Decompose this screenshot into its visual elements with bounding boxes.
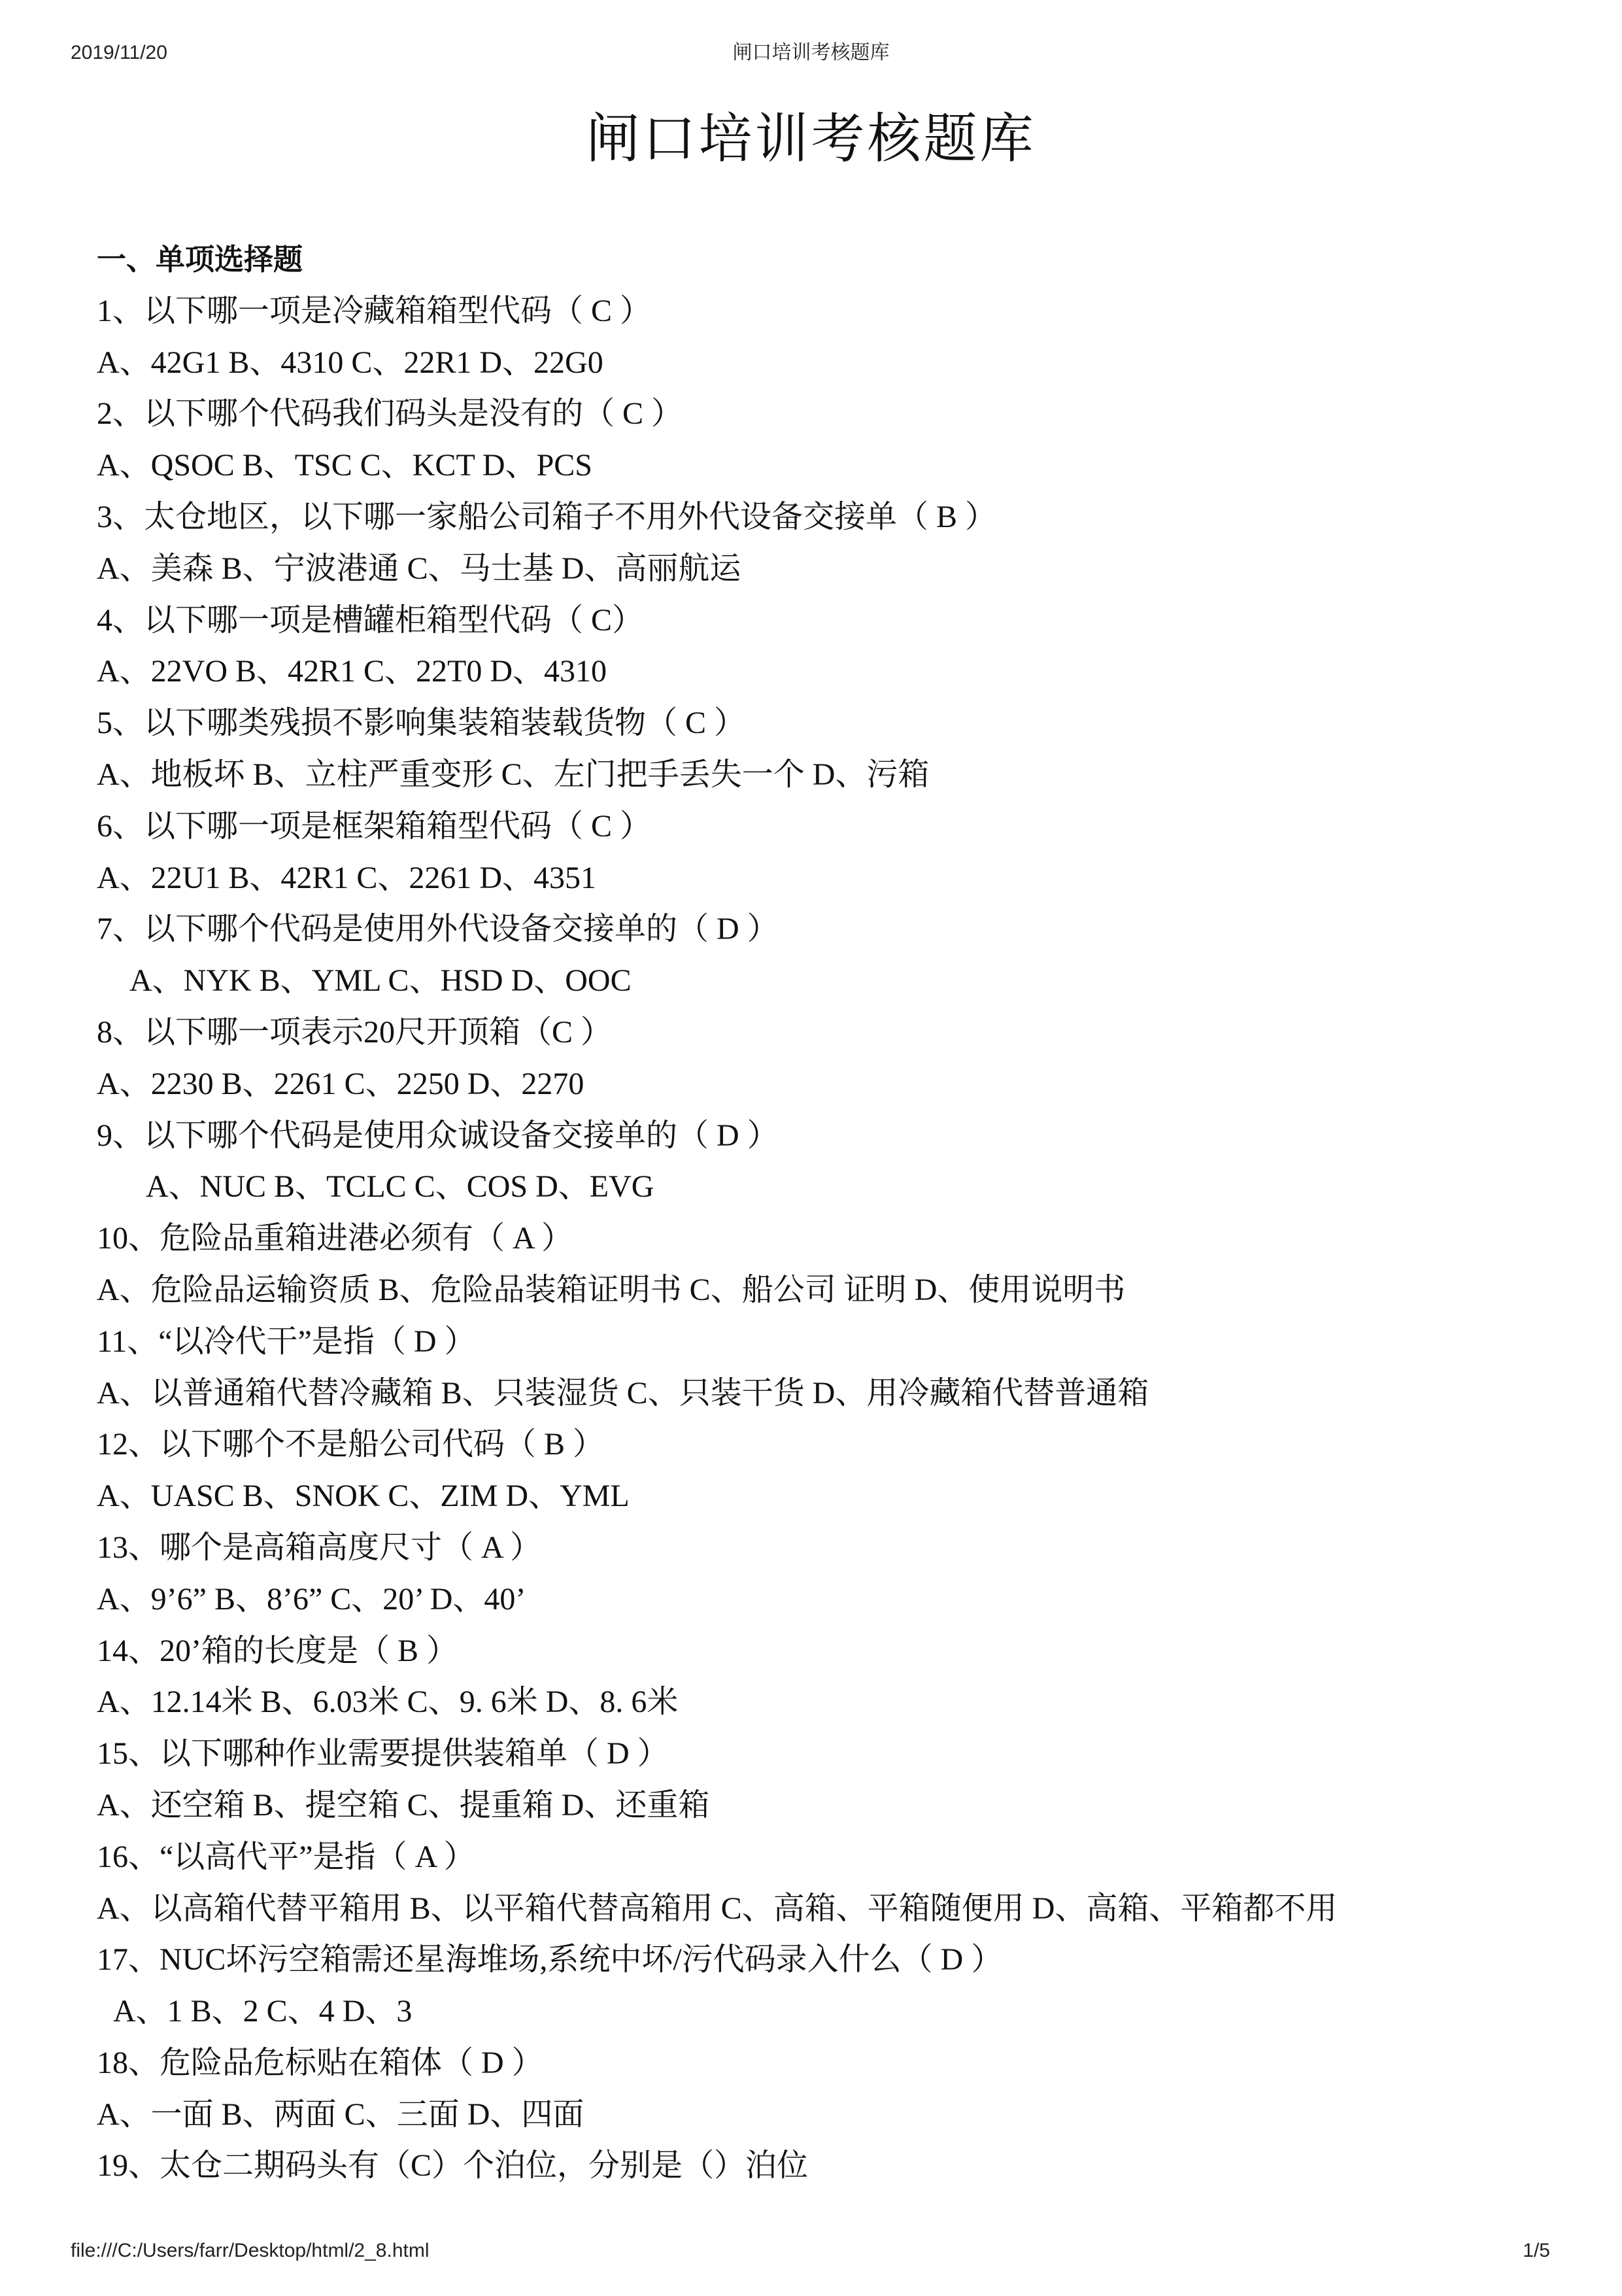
options-4: A、22VO B、42R1 C、22T0 D、4310 xyxy=(97,654,607,689)
question-3: 3、太仓地区，以下哪一家船公司箱子不用外代设备交接单（ B ） xyxy=(97,499,997,534)
question-13: 13、哪个是高箱高度尺寸（ A ） xyxy=(97,1530,542,1565)
options-15: A、还空箱 B、提空箱 C、提重箱 D、还重箱 xyxy=(97,1787,710,1823)
question-8: 8、以下哪一项表示20尺开顶箱（C ） xyxy=(97,1014,613,1050)
question-19: 19、太仓二期码头有（C）个泊位，分别是（）泊位 xyxy=(97,2148,809,2184)
options-17: A、1 B、2 C、4 D、3 xyxy=(113,1994,413,2029)
options-6: A、22U1 B、42R1 C、2261 D、4351 xyxy=(97,860,597,895)
header-page-title: 闸口培训考核题库 xyxy=(732,41,890,64)
question-1: 1、以下哪一项是冷藏箱箱型代码（ C ） xyxy=(97,293,652,328)
document-title: 闸口培训考核题库 xyxy=(586,108,1036,170)
question-list xyxy=(97,234,1561,2192)
options-8: A、2230 B、2261 C、2250 D、2270 xyxy=(97,1066,584,1101)
options-11: A、以普通箱代替冷藏箱 B、只装湿货 C、只装干货 D、用冷藏箱代替普通箱 xyxy=(97,1375,1149,1411)
question-10: 10、危险品重箱进港必须有（ A ） xyxy=(97,1221,573,1256)
options-7: A、NYK B、YML C、HSD D、OOC xyxy=(129,963,632,999)
question-12: 12、以下哪个不是船公司代码（ B ） xyxy=(97,1427,605,1462)
question-6: 6、以下哪一项是框架箱箱型代码（ C ） xyxy=(97,808,652,844)
question-11: 11、“以冷代干”是指（ D ） xyxy=(97,1324,476,1359)
question-16: 16、“以高代平”是指（ A ） xyxy=(97,1839,475,1874)
footer-file-path: file:///C:/Users/farr/Desktop/html/2_8.html xyxy=(71,2240,430,2261)
options-12: A、UASC B、SNOK C、ZIM D、YML xyxy=(97,1479,630,1514)
question-17: 17、NUC坏污空箱需还星海堆场,系统中坏/污代码录入什么（ D ） xyxy=(97,1942,1003,1978)
options-5: A、地板坏 B、立柱严重变形 C、左门把手丢失一个 D、污箱 xyxy=(97,757,930,792)
options-16: A、以高箱代替平箱用 B、以平箱代替高箱用 C、高箱、平箱随便用 D、高箱、平箱都不用 xyxy=(97,1891,1338,1926)
options-18: A、一面 B、两面 C、三面 D、四面 xyxy=(97,2097,584,2132)
options-13: A、9’6” B、8’6” C、20’ D、40’ xyxy=(97,1581,526,1617)
question-2: 2、以下哪个代码我们码头是没有的（ C ） xyxy=(97,396,683,432)
question-14: 14、20’箱的长度是（ B ） xyxy=(97,1633,458,1668)
question-4: 4、以下哪一项是槽罐柜箱型代码（ C） xyxy=(97,602,644,638)
question-9: 9、以下哪个代码是使用众诚设备交接单的（ D ） xyxy=(97,1118,779,1153)
footer-page-number: 1/5 xyxy=(1523,2240,1550,2261)
question-15: 15、以下哪种作业需要提供装箱单（ D ） xyxy=(97,1736,669,1772)
options-10: A、危险品运输资质 B、危险品装箱证明书 C、船公司 证明 D、使用说明书 xyxy=(97,1272,1126,1307)
options-2: A、QSOC B、TSC C、KCT D、PCS xyxy=(97,448,592,483)
question-5: 5、以下哪类残损不影响集装箱装载货物（ C ） xyxy=(97,706,746,741)
options-3: A、美森 B、宁波港通 C、马士基 D、高丽航运 xyxy=(97,551,741,586)
options-14: A、12.14米 B、6.03米 C、9. 6米 D、8. 6米 xyxy=(97,1685,679,1720)
question-7: 7、以下哪个代码是使用外代设备交接单的（ D ） xyxy=(97,912,779,947)
options-1: A、42G1 B、4310 C、22R1 D、22G0 xyxy=(97,345,603,380)
header-date: 2019/11/20 xyxy=(71,42,167,63)
section-heading: 一、单项选择题 xyxy=(97,242,303,277)
question-18: 18、危险品危标贴在箱体（ D ） xyxy=(97,2045,543,2080)
options-9: A、NUC B、TCLC C、COS D、EVG xyxy=(146,1169,654,1205)
